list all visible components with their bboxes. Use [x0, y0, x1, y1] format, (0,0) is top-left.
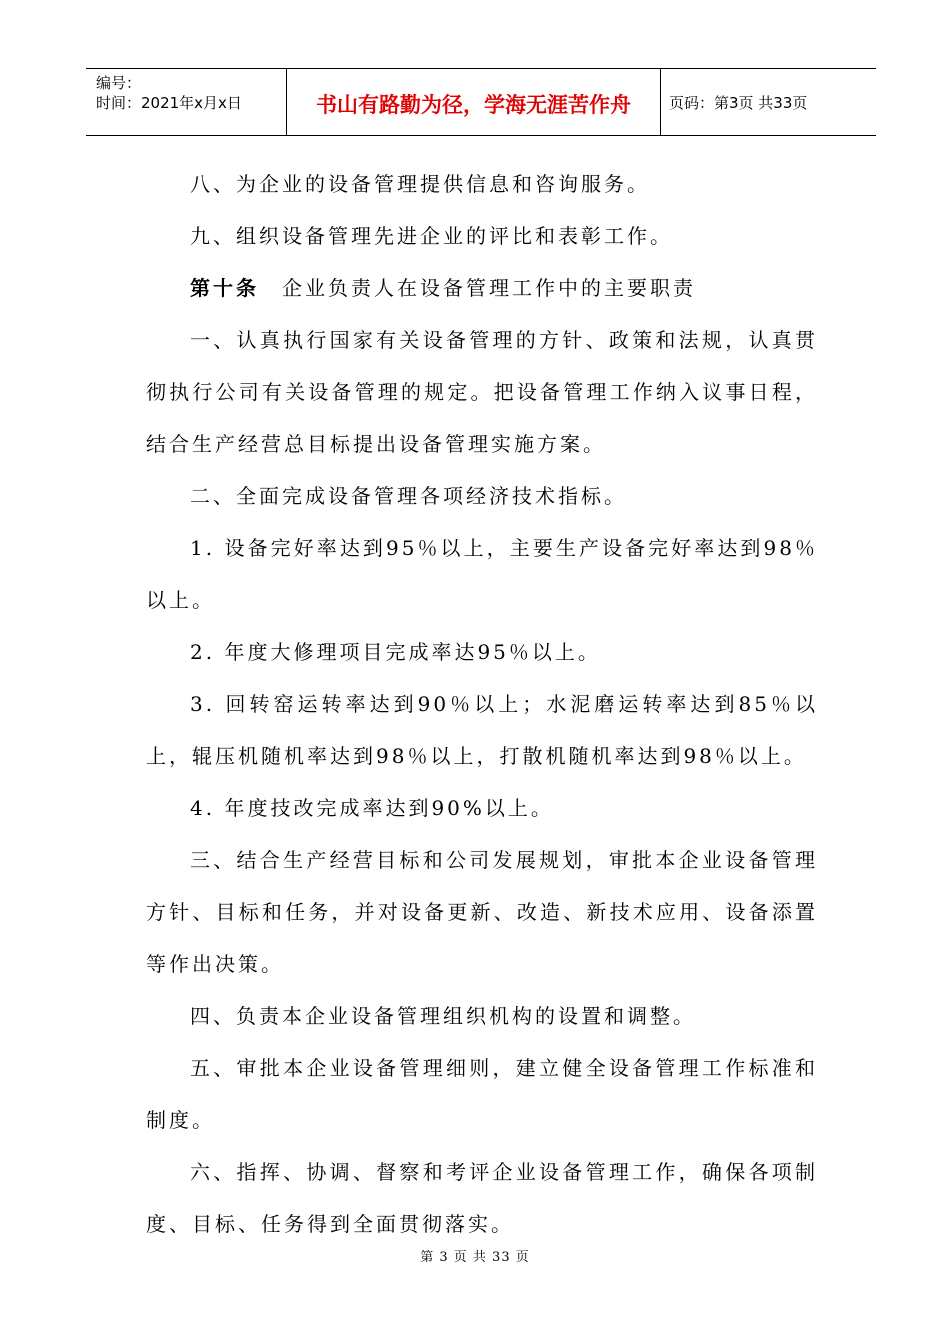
header-page-info: 页码：第3页 共33页 [669, 93, 808, 112]
paragraph [146, 470, 818, 522]
paragraph-text: 2. 年度大修理项目完成率达95％以上。 [190, 640, 601, 664]
paragraph [146, 678, 818, 782]
time-label: 时间：2021年x月x日 [96, 94, 242, 112]
header-meta [86, 69, 287, 135]
paragraph-text: 九、组织设备管理先进企业的评比和表彰工作。 [190, 224, 673, 248]
article-number: 第十条 [190, 276, 259, 300]
document-body [146, 158, 818, 1250]
paragraph-text: 四、负责本企业设备管理组织机构的设置和调整。 [190, 1004, 696, 1028]
header-motto: 书山有路勤为径，学海无涯苦作舟 [287, 69, 661, 135]
paragraph-text: 4. 年度技改完成率达到90%以上。 [190, 796, 554, 820]
paragraph [146, 1146, 818, 1250]
article-heading [146, 262, 818, 314]
page-header [86, 68, 876, 136]
paragraph [146, 314, 818, 470]
paragraph-text: 3. 回转窑运转率达到90％以上；水泥磨运转率达到85％以上，辊压机随机率达到98％以上，打散机随机率达到98％以上。 [146, 692, 818, 768]
paragraph [146, 834, 818, 990]
paragraph-text: 六、指挥、协调、督察和考评企业设备管理工作，确保各项制度、目标、任务得到全面贯彻落实。 [146, 1160, 818, 1236]
paragraph [146, 990, 818, 1042]
paragraph-text: 一、认真执行国家有关设备管理的方针、政策和法规，认真贯彻执行公司有关设备管理的规定。把设备管理工作纳入议事日程，结合生产经营总目标提出设备管理实施方案。 [146, 328, 818, 456]
paragraph [146, 522, 818, 626]
paragraph [146, 158, 818, 210]
paragraph [146, 782, 818, 834]
paragraph [146, 210, 818, 262]
paragraph [146, 1042, 818, 1146]
paragraph-text: 三、结合生产经营目标和公司发展规划，审批本企业设备管理方针、目标和任务，并对设备更新、改造、新技术应用、设备添置等作出决策。 [146, 848, 818, 976]
page-footer: 第 3 页 共 33 页 [420, 1250, 530, 1265]
paragraph-text: 五、审批本企业设备管理细则，建立健全设备管理工作标准和制度。 [146, 1056, 818, 1132]
paragraph [146, 626, 818, 678]
article-title: 企业负责人在设备管理工作中的主要职责 [259, 276, 696, 300]
serial-label: 编号： [96, 74, 142, 92]
paragraph-text: 1. 设备完好率达到95％以上，主要生产设备完好率达到98％以上。 [146, 536, 818, 612]
paragraph-text: 八、为企业的设备管理提供信息和咨询服务。 [190, 172, 650, 196]
paragraph-text: 二、全面完成设备管理各项经济技术指标。 [190, 484, 627, 508]
